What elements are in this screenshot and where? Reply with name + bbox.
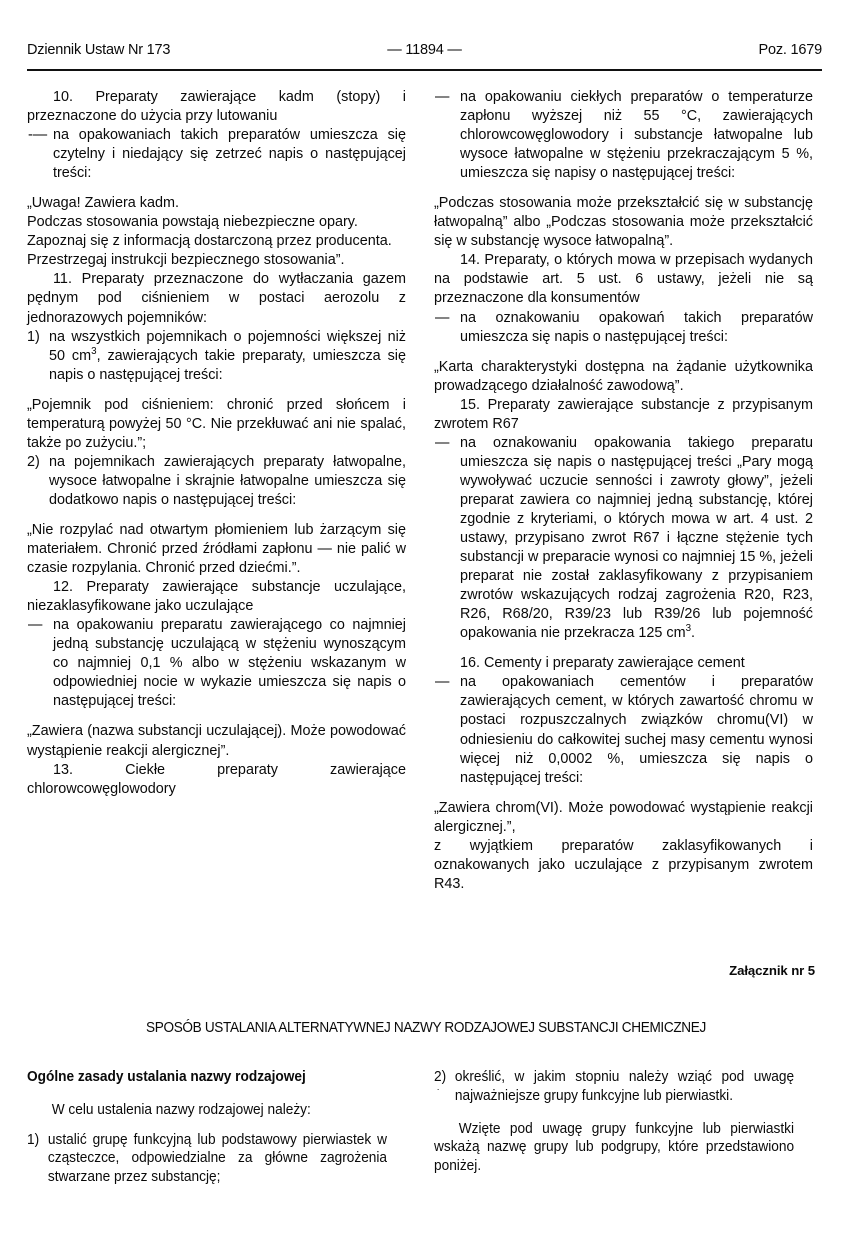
list-item-text-a: na oznakowaniu opakowania takiego preparatu umieszcza się napis o następującej treści „Pary mogą wywoływać uczucie senności i zawroty głowy”, jeżeli preparat zawiera co najmniej jedną substancję, której zgodnie z kryteriami, o których mowa w art. 4 ust. 2 ustawy, przypisano zwrot R67 i łączne stężenie tych substancji w preparacie wynosi co najmniej 15 %, jeżeli preparat nie został zaklasyfikowany z przypisaniem zwrotów wskazujących rodzaj zagrożenia R20, R23, R26, R68/20, R39/23 lub R39/26 lub pojemność opakowania nie przekracza 125 cm bbox=[460, 434, 813, 642]
paragraph-11: 11. Preparaty przeznaczone do wytłaczania gazem pędnym pod ciśnieniem w postaci aerozolu z jednorazowych pojemników: bbox=[27, 271, 406, 326]
body-columns bbox=[27, 88, 827, 948]
annex-right-closing: Wzięte pod uwagę grupy funkcyjne lub pierwiastki wskażą nazwę grupy lub podgrupy, które przedstawiono poniżej. bbox=[434, 1120, 795, 1174]
list-item-text-a: na wszystkich pojemnikach o pojemności większej niż 50 cm bbox=[49, 328, 406, 364]
list-item-11-2 bbox=[27, 453, 406, 510]
dash-marker: -— bbox=[28, 127, 48, 144]
list-item-text: na opakowaniu ciekłych preparatów o temperaturze zapłonu wyższej niż 55 °C, zawierających chlorowcowęglowodory i substancje łatwopalne lub wysoce łatwopalne w stężeniu przekraczającym 5 %, umieszcza się napisy o następującej treści: bbox=[460, 89, 813, 182]
quote-13: „Podczas stosowania może przekształcić się w substancję łatwopalną” albo „Podczas stosowania może przekształcić się w substancję wysoce łatwopalną”. bbox=[434, 195, 813, 250]
annex-list-item-1 bbox=[27, 1131, 387, 1187]
dash-marker: — bbox=[435, 309, 450, 326]
annex-column-left bbox=[27, 1068, 387, 1197]
annex-list-item-2 bbox=[434, 1068, 794, 1105]
paragraph-13: 13. Ciekłe preparaty zawierające chlorowcowęglowodory bbox=[27, 761, 406, 797]
list-item-11-1 bbox=[27, 328, 406, 385]
superscript-cubed: 3 bbox=[685, 623, 692, 635]
dash-marker: — bbox=[435, 89, 450, 105]
annex-left-intro: W celu ustalenia nazwy rodzajowej należy: bbox=[51, 1101, 311, 1118]
paragraph-10: 10. Preparaty zawierające kadm (stopy) i przeznaczone do użycia przy lutowaniu bbox=[27, 89, 406, 125]
running-head-center: — 11894 — bbox=[387, 42, 462, 58]
list-item-text: na opakowaniach cementów i preparatów zawierających cement, w których zawartość chromu w postaci rozpuszczalnych związków chromu(VI) w odniesieniu do całkowitej suchej masy cementu wynosi więcej niż 0,0002 %, umieszcza się napis o następującej treści: bbox=[460, 674, 813, 786]
quote-10-a: „Uwaga! Zawiera kadm. bbox=[27, 195, 179, 212]
closing-16: z wyjątkiem preparatów zaklasyfikowanych i oznakowanych jako uczulające z przypisanym zwrotem R43. bbox=[434, 837, 813, 892]
dash-marker: — bbox=[435, 434, 450, 451]
quote-11-1: „Pojemnik pod ciśnieniem: chronić przed słońcem i temperaturą powyżej 50 °C. Nie przekłuwać ani nie spalać, także po zużyciu.”; bbox=[27, 396, 406, 451]
annex-label: Załącznik nr 5 bbox=[729, 963, 815, 978]
list-item-text bbox=[49, 328, 406, 385]
number-marker: 2) bbox=[27, 453, 40, 470]
annex-column-right bbox=[434, 1068, 794, 1186]
annex-title: SPOSÓB USTALANIA ALTERNATYWNEJ NAZWY RODZAJOWEJ SUBSTANCJI CHEMICZNEJ bbox=[146, 1020, 706, 1036]
quote-14: „Karta charakterystyki dostępna na żądanie użytkownika prowadzącego działalność zawodową”. bbox=[434, 358, 813, 394]
number-marker: 2) bbox=[434, 1069, 447, 1085]
list-item-text: na pojemnikach zawierających preparaty łatwopalne, wysoce łatwopalne i skrajnie łatwopalne umieszcza się dodatkowo napis o następującej treści: bbox=[49, 453, 406, 508]
quote-10-c: Zapoznaj się z informacją dostarczoną przez producenta. bbox=[27, 233, 392, 250]
quote-12: „Zawiera (nazwa substancji uczulającej). Może powodować wystąpienie reakcji alergicznej”. bbox=[27, 723, 406, 759]
annex-left-heading: Ogólne zasady ustalania nazwy rodzajowej bbox=[27, 1069, 306, 1085]
dash-marker: — bbox=[28, 617, 43, 634]
list-item-13-dash bbox=[434, 88, 813, 183]
quote-11-2: „Nie rozpylać nad otwartym płomieniem lub żarzącym się materiałem. Chronić przed źródłami zapłonu — nie palić w czasie rozpylania. Chronić przed dziećmi.”. bbox=[27, 521, 406, 577]
list-item-text-b: . bbox=[691, 625, 696, 642]
paragraph-15: 15. Preparaty zawierające substancje z przypisanym zwrotem R67 bbox=[434, 396, 813, 432]
header-rule bbox=[27, 69, 822, 71]
list-item-text bbox=[460, 434, 813, 644]
list-item-text: na opakowaniach takich preparatów umieszcza się czytelny i niedający się zetrzeć napis o następującej treści: bbox=[53, 127, 406, 182]
column-left bbox=[27, 88, 406, 799]
list-item-10-dash bbox=[27, 126, 406, 183]
number-marker: 1) bbox=[27, 1131, 40, 1148]
running-head-left: Dziennik Ustaw Nr 173 bbox=[27, 42, 171, 58]
column-right bbox=[434, 88, 813, 894]
paragraph-12: 12. Preparaty zawierające substancje uczulające, niezaklasyfikowane jako uczulające bbox=[27, 579, 406, 615]
list-item-text: ustalić grupę funkcyjną lub podstawowy pierwiastek w cząsteczce, odpowiedzialne za główne zagrożenia stwarzane przez substancję; bbox=[47, 1131, 388, 1185]
running-head bbox=[27, 42, 822, 66]
paragraph-14: 14. Preparaty, o których mowa w przepisach wydanych na podstawie art. 5 ust. 6 ustawy, jeżeli nie są przeznaczone dla konsumentów bbox=[434, 252, 813, 307]
list-item-text: na opakowaniu preparatu zawierającego co najmniej jedną substancję uczulającą w stężeniu wynoszącym co najmniej 0,1 % albo w stężeniu wskazanym w odpowiedniej nocie w wykazie umieszcza się napis o następującej treści: bbox=[53, 617, 406, 710]
list-item-text: określić, w jakim stopniu należy wziąć pod uwagę najważniejsze grupy funkcyjne lub pierwiastki. bbox=[454, 1069, 795, 1104]
list-item-text-b: , zawierających takie preparaty, umieszcza się napis o następującej treści: bbox=[49, 347, 406, 383]
list-item-15-dash bbox=[434, 434, 813, 644]
paragraph-16: 16. Cementy i preparaty zawierające cement bbox=[460, 655, 745, 672]
running-head-right: Poz. 1679 bbox=[758, 42, 822, 58]
list-item-text: na oznakowaniu opakowań takich preparatów umieszcza się napis o następującej treści: bbox=[460, 309, 813, 345]
quote-10-b: Podczas stosowania powstają niebezpieczne opary. bbox=[27, 214, 358, 231]
list-item-16-dash bbox=[434, 673, 813, 787]
annex-columns bbox=[27, 1068, 827, 1228]
list-item-12-dash bbox=[27, 616, 406, 711]
list-item-14-dash bbox=[434, 309, 813, 347]
dash-marker: — bbox=[435, 674, 450, 691]
quote-16: „Zawiera chrom(VI). Może powodować wystąpienie reakcji alergicznej.”, bbox=[434, 799, 813, 835]
number-marker: 1) bbox=[27, 328, 40, 345]
quote-10-d: Przestrzegaj instrukcji bezpiecznego stosowania”. bbox=[27, 252, 345, 269]
superscript-cubed: 3 bbox=[91, 345, 97, 357]
stray-tick-mark: ˙ bbox=[436, 1088, 441, 1100]
